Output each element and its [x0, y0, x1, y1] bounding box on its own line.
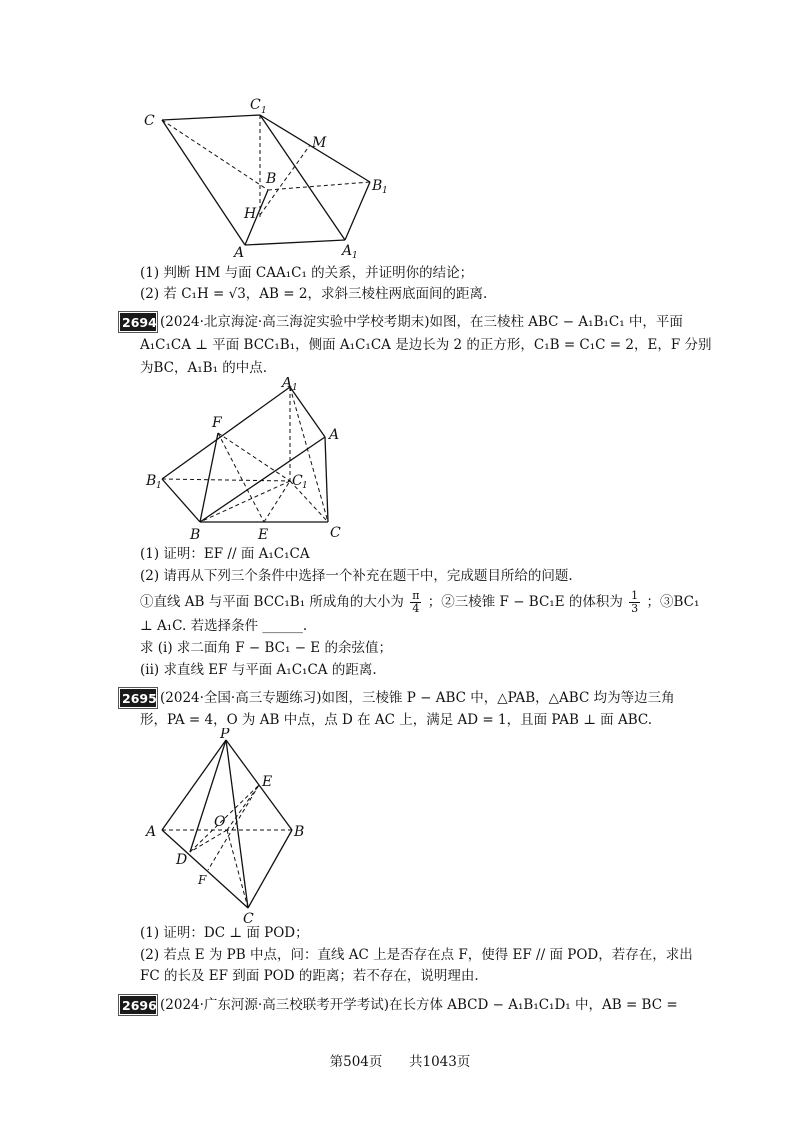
- fig3-label-d: D: [176, 852, 188, 868]
- fig1-label-b1: B: [372, 178, 383, 194]
- q2694-line3: 为BC，A₁B₁ 的中点.: [140, 360, 268, 376]
- fig2-label-c1-sub: 1: [302, 481, 308, 491]
- q2695-part2: (2) 若点 E 为 PB 中点，问：直线 AC 上是否存在点 F，使得 EF // 面 POD，若存在，求出: [140, 947, 693, 963]
- q2694-part2: (2) 请再从下列三个条件中选择一个补充在题干中，完成题目所给的问题.: [140, 568, 573, 584]
- cond-3-text: ；③BC₁: [646, 594, 700, 610]
- q2694-sub-ii: (ii) 求直线 EF 与平面 A₁C₁CA 的距离.: [140, 662, 377, 678]
- fig1-label-c1: C: [250, 97, 261, 113]
- q2695-line2: 形，PA = 4，O 为 AB 中点，点 D 在 AC 上，满足 AD = 1，且面 PAB ⊥ 面 ABC.: [140, 712, 653, 728]
- q2693-part1: (1) 判断 HM 与面 CAA₁C₁ 的关系，并证明你的结论；: [140, 265, 474, 281]
- fig2-label-a1-sub: 1: [292, 383, 298, 393]
- fig3-label-o: O: [214, 814, 226, 830]
- fig3-label-e: E: [262, 774, 273, 790]
- fig1-label-c1-sub: 1: [261, 106, 267, 116]
- fig2-label-f: F: [212, 415, 222, 431]
- cond-2-text: ；②三棱锥 F − BC₁E 的体积为: [427, 594, 623, 610]
- fig2-label-c1: C: [292, 473, 303, 489]
- fraction-numerator: 1: [631, 589, 639, 602]
- fig1-label-b: B: [266, 171, 277, 187]
- q2694-line2: A₁C₁CA ⊥ 平面 BCC₁B₁，侧面 A₁C₁CA 是边长为 2 的正方形，C₁B = C₁C = 2，E，F 分别: [140, 337, 712, 353]
- fig2-label-a1: A: [282, 377, 293, 391]
- fig1-label-b1-sub: 1: [382, 186, 388, 196]
- page-total: 共1043页: [409, 1054, 471, 1070]
- fig1-label-a1-sub: 1: [352, 251, 358, 261]
- problem-number-2694: 2694: [122, 315, 157, 330]
- fig2-label-e: E: [258, 527, 269, 543]
- q2694-conditions: [140, 590, 699, 618]
- q2694-cond-line2: ⊥ A₁C. 若选择条件 ______.: [140, 618, 308, 634]
- fraction-denominator: 3: [631, 602, 639, 615]
- fraction-numerator: π: [412, 589, 420, 602]
- fraction-denominator: 4: [412, 602, 420, 615]
- fig1-label-m: M: [312, 135, 327, 151]
- problem-number-2696: 2696: [122, 998, 157, 1013]
- figure-tetrahedron: [140, 728, 330, 923]
- q2694-part1: (1) 证明：EF // 面 A₁C₁CA: [140, 546, 310, 562]
- q2695-part1: (1) 证明：DC ⊥ 面 POD；: [140, 925, 309, 941]
- fig3-label-c: C: [243, 911, 254, 923]
- q2696-line1: (2024·广东河源·高三校联考开学考试)在长方体 ABCD − A₁B₁C₁D₁ 中，AB = BC =: [160, 997, 678, 1013]
- fig3-label-b: B: [294, 824, 305, 840]
- fig2-label-a: A: [329, 427, 340, 443]
- q2695-line1: (2024·全国·高三专题练习)如图，三棱锥 P − ABC 中，△PAB，△ABC 均为等边三角: [160, 690, 675, 706]
- q2693-part2: (2) 若 C₁H = √3，AB = 2，求斜三棱柱两底面间的距离.: [140, 286, 488, 302]
- fig3-label-p: P: [220, 728, 230, 742]
- fig2-label-b: B: [190, 527, 201, 543]
- fig2-label-b1-sub: 1: [156, 481, 162, 491]
- fig1-label-h: H: [244, 206, 257, 222]
- fig1-label-c: C: [144, 113, 155, 129]
- fig3-label-f: F: [198, 873, 207, 887]
- page-footer: [0, 1050, 800, 1070]
- page-number: 第504页: [329, 1054, 383, 1070]
- q2694-sub-i: 求 (i) 求二面角 F − BC₁ − E 的余弦值；: [140, 640, 392, 656]
- q2694-line1: (2024·北京海淀·高三海淀实验中学校考期末)如图，在三棱柱 ABC − A₁B₁C₁ 中，平面: [160, 314, 683, 330]
- fig2-label-c: C: [330, 525, 341, 541]
- fig1-label-a: A: [234, 245, 245, 261]
- fig1-label-a1: A: [342, 243, 353, 259]
- problem-number-2695: 2695: [122, 691, 157, 706]
- q2695-part2b: FC 的长及 EF 到面 POD 的距离；若不存在，说明理由.: [140, 968, 479, 984]
- figure-prism-ef: [140, 377, 360, 547]
- fig3-label-a: A: [146, 824, 157, 840]
- figure-prism-hm: [140, 95, 400, 265]
- cond-1-text: ①直线 AB 与平面 BCC₁B₁ 所成角的大小为: [140, 594, 404, 610]
- fraction-pi-over-4: [410, 590, 421, 615]
- fraction-one-third: [629, 590, 640, 615]
- fig2-label-b1: B: [146, 473, 157, 489]
